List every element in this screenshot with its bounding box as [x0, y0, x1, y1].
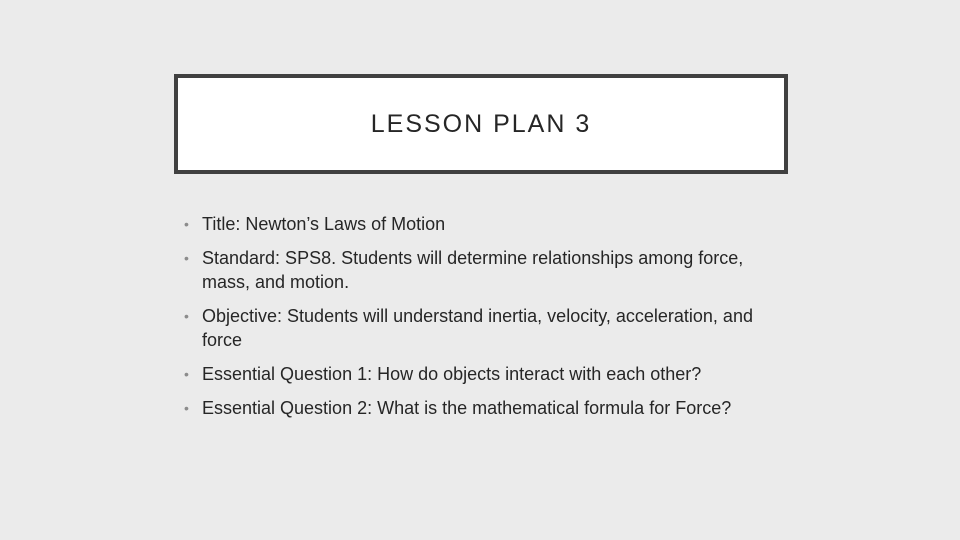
bullet-marker: • [184, 366, 189, 382]
bullet-item [184, 362, 784, 386]
bullet-text: Essential Question 2: What is the mathematical formula for Force? [202, 398, 732, 418]
bullet-marker: • [184, 400, 189, 416]
bullet-marker: • [184, 216, 189, 232]
bullet-list [184, 212, 784, 430]
bullet-text: Title: Newton’s Laws of Motion [202, 214, 446, 234]
bullet-item [184, 396, 784, 420]
slide-title: LESSON PLAN 3 [370, 109, 592, 138]
bullet-text: Standard: SPS8. Students will determine relationships among force, mass, and motion. [202, 248, 744, 292]
bullet-item [184, 246, 784, 294]
bullet-text: Objective: Students will understand inertia, velocity, acceleration, and force [202, 306, 753, 350]
bullet-item [184, 304, 784, 352]
title-box [174, 74, 788, 174]
bullet-item [184, 212, 784, 236]
bullet-marker: • [184, 250, 189, 266]
bullet-marker: • [184, 308, 189, 324]
bullet-text: Essential Question 1: How do objects interact with each other? [202, 364, 702, 384]
